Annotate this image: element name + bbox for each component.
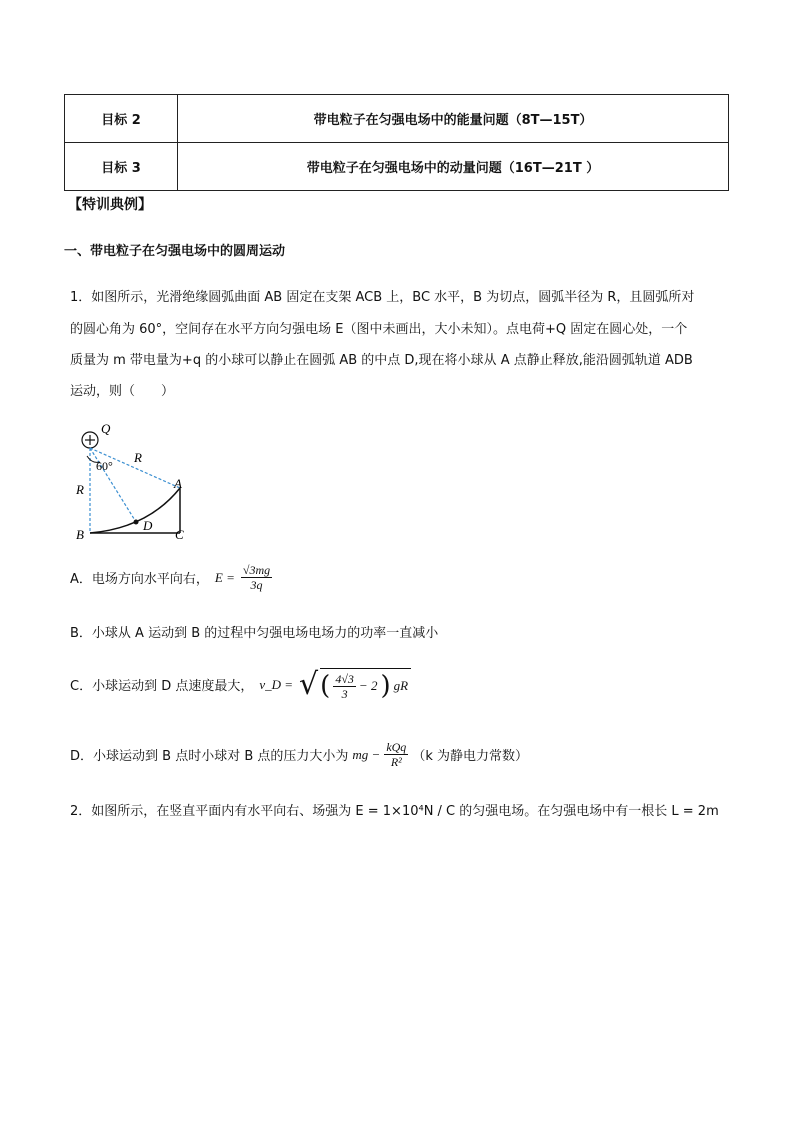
goal-content: 带电粒子在匀强电场中的动量问题（16T—21T ） <box>178 143 729 191</box>
paren-close: ) <box>380 671 391 701</box>
option-a-fraction <box>241 563 272 592</box>
option-c-eq: v_D = <box>259 676 294 692</box>
label-R-left: R <box>76 482 84 497</box>
q1-line4: 运动，则（ ） <box>70 384 175 399</box>
option-a-numerator: √3mg <box>242 563 271 577</box>
goal-content: 带电粒子在匀强电场中的能量问题（8T—15T） <box>178 95 729 143</box>
option-d-tail: （k 为静电力常数） <box>412 749 528 764</box>
arc-AB <box>90 488 180 533</box>
sqrt-sign: √ <box>299 666 319 702</box>
circle-arc-figure <box>70 418 200 548</box>
option-a-eq: E = <box>214 569 235 585</box>
label-Q: Q <box>101 421 111 436</box>
label-angle: 60° <box>96 459 113 473</box>
option-d-eq: mg − <box>352 746 381 762</box>
option-c-minus-two: − 2 <box>358 678 378 693</box>
option-b: B．小球从 A 运动到 B 的过程中匀强电场电场力的功率一直减小 <box>70 626 439 641</box>
goals-table <box>64 94 729 191</box>
option-d-text: D．小球运动到 B 点时小球对 B 点的压力大小为 <box>70 749 349 764</box>
q2-line1: 2．如图所示，在竖直平面内有水平向右、场强为 E = 1×10⁴N / C 的匀强电场。在匀强电场中有一根长 L = 2m <box>70 804 719 819</box>
option-d-numerator: kQq <box>386 740 407 754</box>
point-D <box>134 520 139 525</box>
label-C: C <box>175 527 184 542</box>
q1-line1: 1．如图所示，光滑绝缘圆弧曲面 AB 固定在支架 ACB 上，BC 水平，B 为切点，圆弧半径为 R，且圆弧所对 <box>70 290 695 305</box>
option-a-text: A．电场方向水平向右， <box>70 572 209 587</box>
goal-label: 目标 2 <box>65 95 178 143</box>
option-c-text: C．小球运动到 D 点速度最大， <box>70 679 254 694</box>
option-d-fraction <box>384 740 408 769</box>
option-d <box>70 740 528 769</box>
option-c-numerator: 4√3 <box>335 671 354 686</box>
subsection-title: 一、带电粒子在匀强电场中的圆周运动 <box>64 244 286 259</box>
goal-label: 目标 3 <box>65 143 178 191</box>
section-title: 【特训典例】 <box>68 197 152 213</box>
table-row <box>65 95 729 143</box>
q1-line2: 的圆心角为 60°，空间存在水平方向匀强电场 E（图中未画出，大小未知）。点电荷+Q 固定在圆心处，一个 <box>70 322 688 337</box>
q1-line3: 质量为 m 带电量为+q 的小球可以静止在圆弧 AB 的中点 D,现在将小球从 A 点静止释放,能沿圆弧轨道 ADB <box>70 353 693 368</box>
label-R-top: R <box>134 450 142 465</box>
table-row <box>65 143 729 191</box>
option-d-denominator: R² <box>390 755 402 769</box>
option-a-denominator: 3q <box>250 578 263 592</box>
label-D: D <box>143 518 153 533</box>
option-c <box>70 668 411 701</box>
option-c-denominator: 3 <box>341 686 348 701</box>
sqrt-body <box>320 668 411 701</box>
option-c-fraction <box>333 672 356 701</box>
option-c-gR: gR <box>393 678 409 693</box>
label-B: B <box>76 527 84 542</box>
label-A: A <box>174 476 182 491</box>
paren-open: ( <box>320 671 331 701</box>
option-a <box>70 563 272 592</box>
